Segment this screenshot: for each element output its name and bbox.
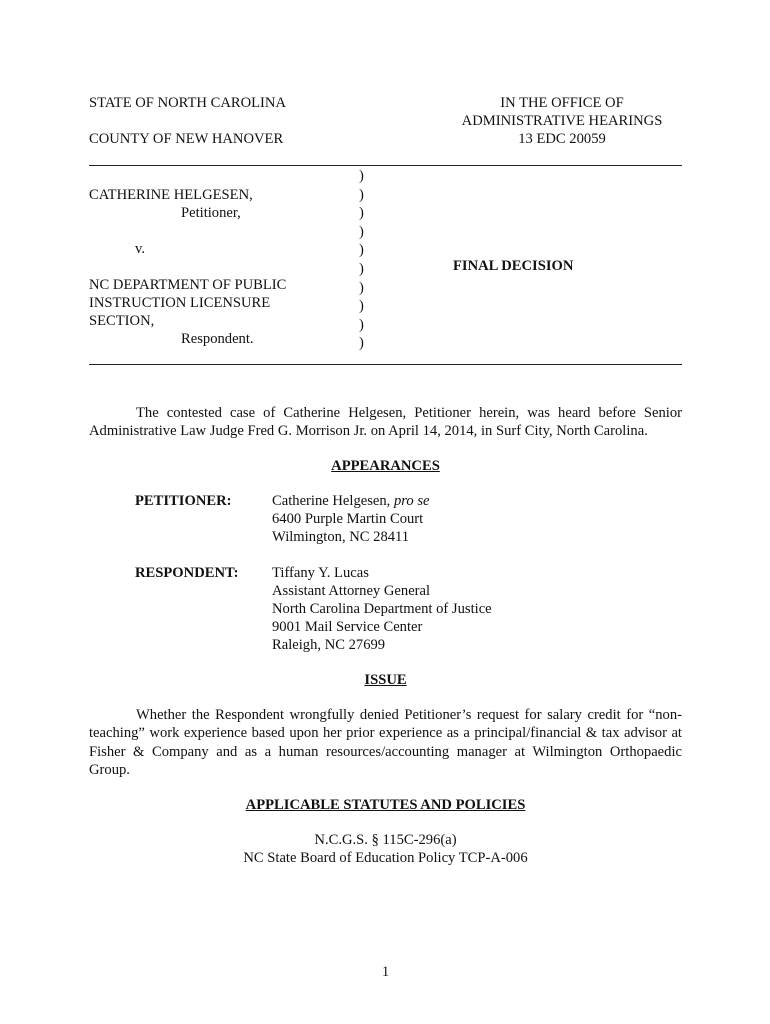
- appearances-heading: APPEARANCES: [331, 458, 440, 474]
- paren: ): [359, 335, 364, 352]
- office-line-2: ADMINISTRATIVE HEARINGS: [461, 113, 663, 129]
- issue-paragraph: Whether the Respondent wrongfully denied Petitioner’s request for salary credit for “non-teaching” work experience based upon her prior experience as a principal/financial & tax advisor at Fisher & Company and as a human resources/accounting manager at Wilmington Orthopaedic Group.: [89, 707, 682, 779]
- caption-paren-column: [359, 167, 364, 353]
- paren: ): [359, 186, 364, 203]
- respondent-role: Respondent.: [181, 331, 254, 347]
- petitioner-name-line: Catherine Helgesen, pro se: [272, 493, 430, 509]
- respondent-counsel-line: North Carolina Department of Justice: [272, 601, 492, 617]
- intro-paragraph: The contested case of Catherine Helgesen, Petitioner herein, was heard before Senior Administrative Law Judge Fred G. Morrison Jr. on April 14, 2014, in Surf City, North Carolina.: [89, 405, 682, 440]
- county-caption: COUNTY OF NEW HANOVER: [89, 131, 284, 147]
- page-number: 1: [381, 964, 390, 980]
- paren: ): [359, 260, 364, 277]
- state-caption: STATE OF NORTH CAROLINA: [89, 95, 286, 111]
- respondent-line-1: NC DEPARTMENT OF PUBLIC: [89, 277, 287, 293]
- petitioner-address-line: 6400 Purple Martin Court: [272, 511, 424, 527]
- office-line-1: IN THE OFFICE OF: [500, 95, 624, 111]
- caption-top-rule: [89, 165, 682, 166]
- versus: v.: [135, 241, 145, 257]
- respondent-label: RESPONDENT:: [135, 565, 239, 581]
- petitioner-name: CATHERINE HELGESEN,: [89, 187, 253, 203]
- paren: ): [359, 242, 364, 259]
- statute-line-1: N.C.G.S. § 115C-296(a): [314, 832, 457, 848]
- petitioner-address-line: Wilmington, NC 28411: [272, 529, 410, 545]
- respondent-line-2: INSTRUCTION LICENSURE: [89, 295, 271, 311]
- issue-heading: ISSUE: [364, 672, 407, 688]
- respondent-counsel-line: Tiffany Y. Lucas: [272, 565, 369, 581]
- paren: ): [359, 205, 364, 222]
- respondent-counsel-line: 9001 Mail Service Center: [272, 619, 423, 635]
- paren: ): [359, 223, 364, 240]
- statute-line-2: NC State Board of Education Policy TCP-A-006: [243, 850, 528, 866]
- petitioner-role: Petitioner,: [181, 205, 241, 221]
- paren: ): [359, 316, 364, 333]
- petitioner-label: PETITIONER:: [135, 493, 232, 509]
- respondent-line-3: SECTION,: [89, 313, 155, 329]
- caption-bottom-rule: [89, 364, 682, 365]
- paren: ): [359, 279, 364, 296]
- respondent-counsel-line: Assistant Attorney General: [272, 583, 431, 599]
- statutes-heading: APPLICABLE STATUTES AND POLICIES: [245, 797, 526, 813]
- paren: ): [359, 298, 364, 315]
- respondent-counsel-line: Raleigh, NC 27699: [272, 637, 386, 653]
- decision-title: FINAL DECISION: [453, 258, 574, 274]
- case-number: 13 EDC 20059: [518, 131, 606, 147]
- paren: ): [359, 168, 364, 184]
